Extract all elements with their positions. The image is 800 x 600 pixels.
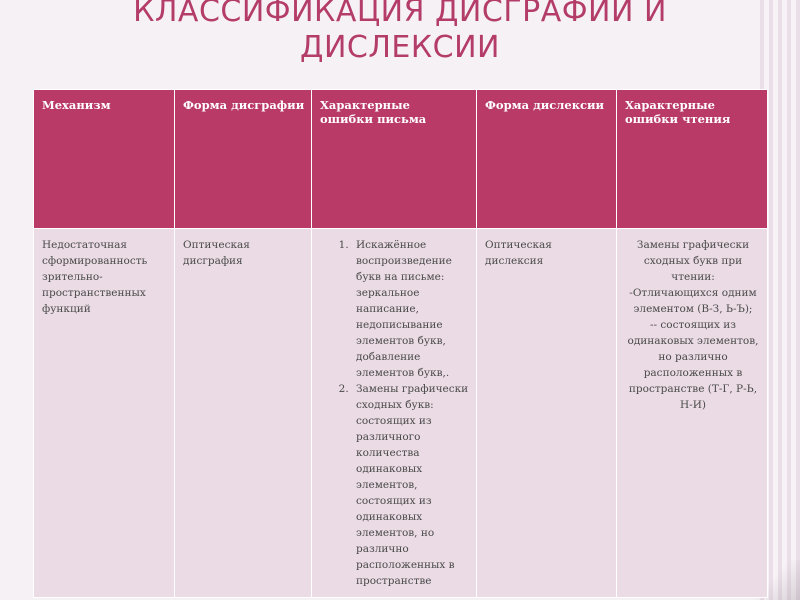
reading-errors-item: -- состоящих из одинаковых элементов, но различно расположенных в пространстве (Т-Г, Р-Ь, Н-И) — [627, 319, 759, 411]
header-writing-errors: Характерные ошибки письма — [312, 90, 477, 229]
classification-table — [33, 89, 768, 598]
reading-errors-item: -Отличающихся одним элементом (В-З, Ь-Ъ); — [629, 287, 757, 315]
slide-title-line1: КЛАССИФИКАЦИЯ ДИСГРАФИИ И — [133, 0, 667, 29]
cell-writing-errors — [312, 229, 477, 598]
slide-title — [40, 0, 760, 66]
header-dysgraphia-form: Форма дисграфии — [175, 90, 312, 229]
table-row — [34, 229, 768, 598]
cell-reading-errors — [617, 229, 768, 598]
header-dyslexia-form: Форма дислексии — [477, 90, 617, 229]
table-header-row — [34, 90, 768, 229]
header-reading-errors: Характерные ошибки чтения — [617, 90, 768, 229]
cell-mechanism: Недостаточная сформированность зрительно-пространственных функций — [34, 229, 175, 598]
list-item: 2. Замены графически сходных букв: состоящих из различного количества одинаковых элементов, состоящих из одинаковых элементов, но различно расположенных в пространстве — [352, 381, 470, 589]
writing-errors-list — [320, 237, 470, 589]
reading-errors-intro: Замены графически сходных букв при чтении: — [636, 239, 750, 283]
slide-title-line2: ДИСЛЕКСИИ — [300, 30, 500, 65]
cell-dysgraphia-form: Оптическая дисграфия — [175, 229, 312, 598]
list-item: 1. Искажённое воспроизведение букв на письме: зеркальное написание, недописывание элементов букв, добавление элементов букв,. — [352, 237, 470, 381]
cell-dyslexia-form: Оптическая дислексия — [477, 229, 617, 598]
header-mechanism: Механизм — [34, 90, 175, 229]
